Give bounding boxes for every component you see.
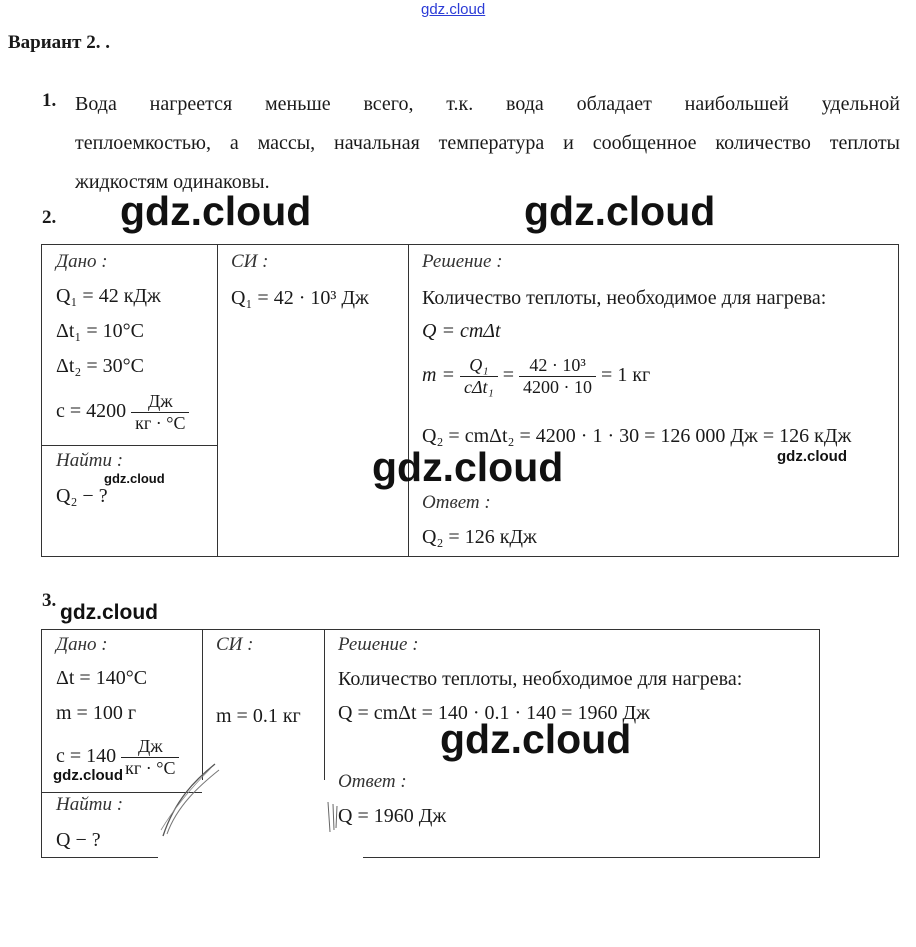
q2-si-value: Q₁ = 42 · 10³ Дж bbox=[231, 287, 369, 309]
q1-paragraph bbox=[75, 85, 900, 202]
q3-given-c: c = 140 $\frac{Дж}{кг \cdot ^\circ C}$ bbox=[56, 736, 179, 779]
q3-reshenie-label: Решение : bbox=[338, 634, 419, 655]
q1-line-1: Вода нагреется меньше всего, т.к. вода обладает наибольшей удельной bbox=[75, 93, 900, 115]
q1-line-2: теплоемкостью, а массы, начальная температура и сообщенное количество теплоты bbox=[75, 132, 900, 154]
q2-number: 2. bbox=[42, 207, 57, 228]
watermark-q3-label: gdz.cloud bbox=[60, 601, 158, 624]
q3-explain: Количество теплоты, необходимое для нагрева: bbox=[338, 668, 743, 690]
q3-si-value: m = 0.1 кг bbox=[216, 705, 301, 727]
watermark-q2-right: gdz.cloud bbox=[524, 188, 716, 234]
variant-heading: Вариант 2. . bbox=[8, 32, 110, 53]
q3-given-dt: Δt = 140°C bbox=[56, 667, 148, 689]
q3-otvet-label: Ответ : bbox=[338, 771, 407, 792]
q3-find: Q − ? bbox=[56, 829, 101, 851]
q2-given-dt2: Δt₂ = 30°C bbox=[56, 355, 145, 377]
q3-number: 3. bbox=[42, 590, 57, 611]
q2-reshenie-label: Решение : bbox=[422, 251, 503, 272]
pen-scribble-icon bbox=[155, 760, 225, 840]
watermark-q2-left: gdz.cloud bbox=[120, 188, 312, 234]
q2-dano-label: Дано : bbox=[56, 251, 108, 272]
q2-mass-calc: m = $\frac{\text{Q₁}}{\text{cΔt₁}}$ = $\frac{\text{42 · 10³}}{4200 \cdot 10}$ = 1 кг bbox=[422, 355, 651, 397]
q3-formula: Q = cmΔt = 140 · 0.1 · 140 = 1960 Дж bbox=[338, 702, 650, 724]
q2-given-q1: Q₁ = 42 кДж bbox=[56, 285, 161, 307]
q2-table bbox=[41, 244, 899, 557]
q2-answer: Q₂ = 126 кДж bbox=[422, 526, 537, 548]
q2-formula: Q = cmΔt bbox=[422, 320, 501, 342]
q3-given-m: m = 100 г bbox=[56, 702, 137, 724]
q3-answer: Q = 1960 Дж bbox=[338, 805, 447, 827]
pen-mark-icon bbox=[325, 800, 345, 836]
q3-dano-label: Дано : bbox=[56, 634, 108, 655]
q2-heat-calc: Q₂ = cmΔt₂ = 4200 · 1 · 30 = 126 000 Дж = 126 кДж bbox=[422, 425, 852, 447]
q1-line-3: жидкостям одинаковы. bbox=[75, 171, 270, 193]
watermark-q2-find: gdz.cloud bbox=[104, 471, 165, 486]
watermark-q2-small: gdz.cloud bbox=[777, 448, 847, 465]
scan-gap bbox=[158, 852, 363, 862]
top-watermark-link[interactable]: gdz.cloud bbox=[421, 1, 486, 18]
q2-naiti-label: Найти : bbox=[56, 450, 124, 471]
watermark-q2-center: gdz.cloud bbox=[372, 444, 564, 490]
q2-given-c: c = 4200 $\frac{Дж}{кг \cdot ^\circ C}$ bbox=[56, 391, 189, 434]
q2-otvet-label: Ответ : bbox=[422, 492, 491, 513]
watermark-q3-dano: gdz.cloud bbox=[53, 767, 123, 784]
q2-find: Q₂ − ? bbox=[56, 485, 108, 507]
q3-si-label: СИ : bbox=[216, 634, 254, 655]
q2-si-label: СИ : bbox=[231, 251, 269, 272]
q2-explain: Количество теплоты, необходимое для нагрева: bbox=[422, 287, 827, 309]
q1-number: 1. bbox=[42, 90, 57, 111]
q2-given-dt1: Δt₁ = 10°C bbox=[56, 320, 145, 342]
q3-naiti-label: Найти : bbox=[56, 794, 124, 815]
watermark-q3-center: gdz.cloud bbox=[440, 716, 632, 762]
